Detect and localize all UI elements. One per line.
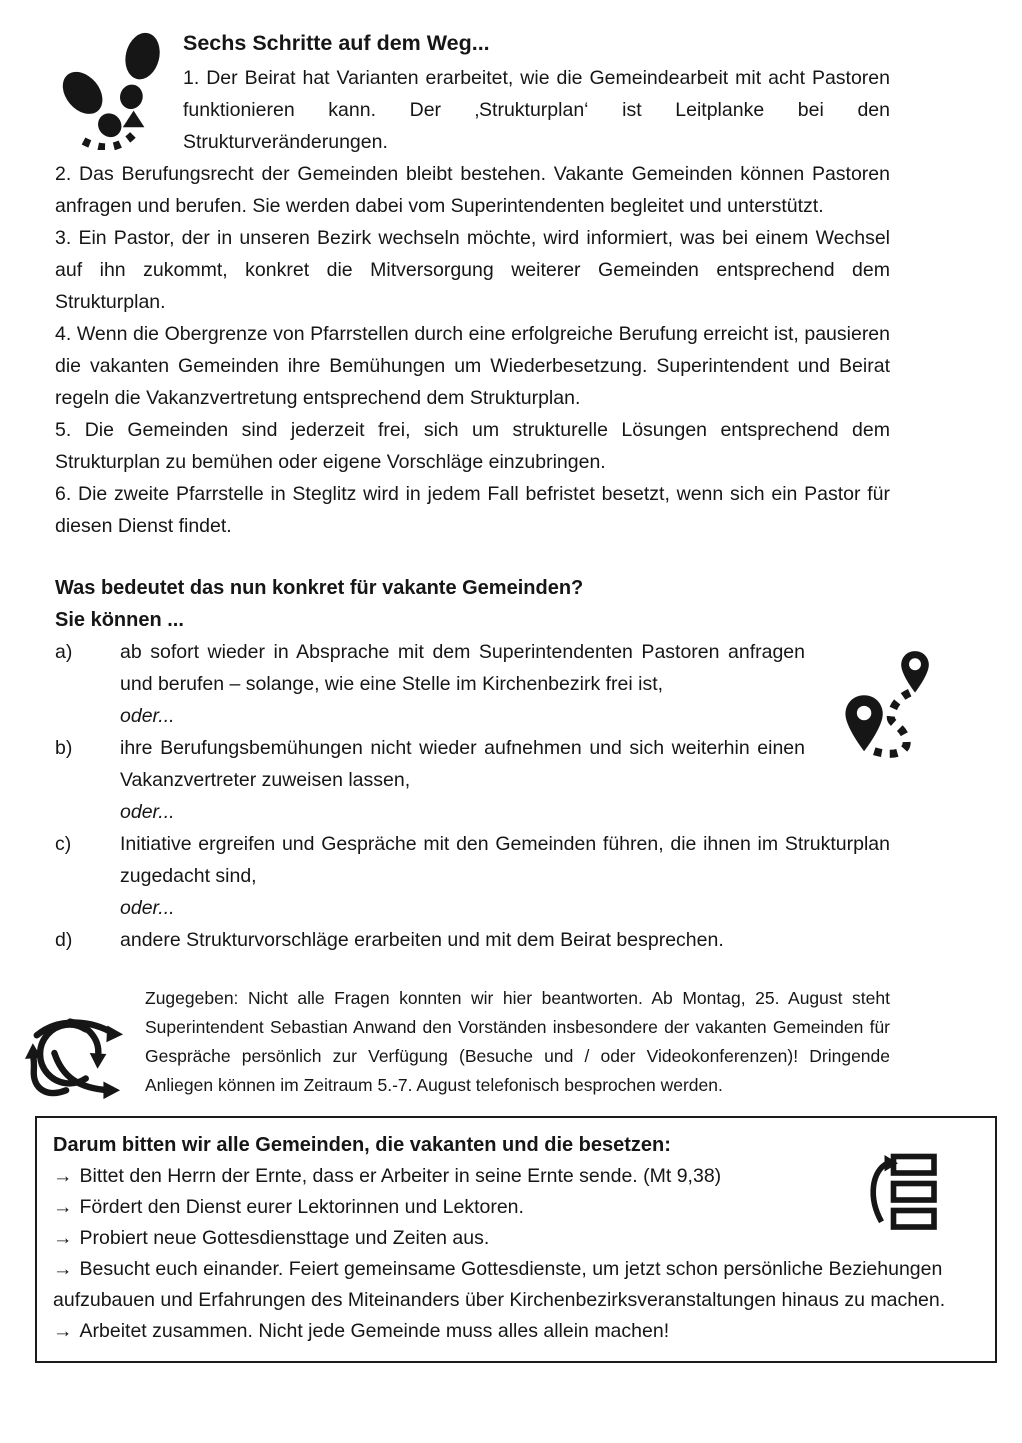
request-item-3 <box>53 1223 975 1254</box>
option-c-label: c) <box>55 833 72 855</box>
option-a-label: a) <box>55 641 73 663</box>
arrow-bullet-icon: → <box>53 1258 73 1280</box>
option-b-text: ihre Berufungsbemühungen nicht wieder aufnehmen und sich weiterhin einen Vakanzvertreter zuweisen lassen, <box>120 737 805 791</box>
page-title: Sechs Schritte auf dem Weg... <box>183 31 490 55</box>
options-heading: Was bedeutet das nun konkret für vakante Gemeinden? <box>55 577 584 599</box>
tangled-arrows-icon <box>20 1002 128 1104</box>
option-c-oder: oder... <box>120 897 175 919</box>
step-1: 1. Der Beirat hat Varianten erarbeitet, wie die Gemeindearbeit mit acht Pastoren funktionieren kann. Der ‚Strukturplan‘ ist Leitplanke bei den Strukturveränderungen. <box>183 67 890 153</box>
request-box-heading: Darum bitten wir alle Gemeinden, die vakanten und die besetzen: <box>53 1134 671 1156</box>
arrow-bullet-icon: → <box>53 1165 73 1187</box>
option-a-oder: oder... <box>120 705 175 727</box>
request-box <box>35 1116 997 1363</box>
option-b <box>55 732 890 828</box>
option-c-text: Initiative ergreifen und Gespräche mit den Gemeinden führen, die ihnen im Strukturplan zugedacht sind, <box>120 833 890 887</box>
options-subheading: Sie können ... <box>55 609 184 631</box>
request-item-4-text: Besucht euch einander. Feiert gemeinsame Gottesdienste, um jetzt schon persönliche Beziehungen aufzubauen und Erfahrungen des Miteinanders über Kirchenbezirksveranstaltungen hinaus zu machen. <box>53 1258 946 1311</box>
request-item-4 <box>53 1254 975 1316</box>
option-c <box>55 828 890 924</box>
option-a-text: ab sofort wieder in Absprache mit dem Superintendenten Pastoren anfragen und berufen – solange, wie eine Stelle im Kirchenbezirk frei ist, <box>120 641 805 695</box>
step-4: 4. Wenn die Obergrenze von Pfarrstellen durch eine erfolgreiche Berufung erreicht ist, pausieren die vakanten Gemeinden ihre Bemühungen um Wiederbesetzung. Superintendent und Beirat regeln die Vakanzvertretung entsprechend dem Strukturplan. <box>55 323 890 409</box>
arrow-bullet-icon: → <box>53 1320 73 1342</box>
intro-header <box>183 28 890 158</box>
note-paragraph: Zugegeben: Nicht alle Fragen konnten wir hier beantworten. Ab Montag, 25. August steht Superintendent Sebastian Anwand den Vorständen insbesondere der vakanten Gemeinden für Gespräche persönlich zur Verfügung (Besuche und / oder Videokonferenzen)! Dringende Anliegen können im Zeitraum 5.-7. August telefonisch besprochen werden. <box>145 988 890 1095</box>
option-b-label: b) <box>55 737 73 759</box>
step-2: 2. Das Berufungsrecht der Gemeinden bleibt bestehen. Vakante Gemeinden können Pastoren anfragen und berufen. Sie werden dabei vom Superintendenten begleitet und unterstützt. <box>55 163 890 217</box>
option-d-label: d) <box>55 929 73 951</box>
arrow-bullet-icon: → <box>53 1227 73 1249</box>
request-item-2 <box>53 1192 975 1223</box>
route-map-pins-icon <box>832 646 942 758</box>
option-d-text: andere Strukturvorschläge erarbeiten und mit dem Beirat besprechen. <box>120 929 724 951</box>
request-item-1-text: Bittet den Herrn der Ernte, dass er Arbeiter in seine Ernte sende. (Mt 9,38) <box>79 1165 722 1187</box>
arrow-bullet-icon: → <box>53 1196 73 1218</box>
step-5: 5. Die Gemeinden sind jederzeit frei, sich um strukturelle Lösungen entsprechend dem Strukturplan zu bemühen oder eigene Vorschläge einzubringen. <box>55 419 890 473</box>
reorder-list-icon <box>865 1152 937 1236</box>
option-d <box>55 924 890 956</box>
step-3: 3. Ein Pastor, der in unseren Bezirk wechseln möchte, wird informiert, was bei einem Wechsel auf ihn zukommt, konkret die Mitversorgung weiterer Gemeinden entsprechend dem Strukturplan. <box>55 227 890 313</box>
request-item-1 <box>53 1161 975 1192</box>
footprints-icon <box>58 26 166 150</box>
request-item-2-text: Fördert den Dienst eurer Lektorinnen und Lektoren. <box>79 1196 524 1218</box>
request-item-3-text: Probiert neue Gottesdiensttage und Zeiten aus. <box>79 1227 490 1249</box>
request-item-5 <box>53 1316 975 1347</box>
option-b-oder: oder... <box>120 801 175 823</box>
option-a <box>55 636 890 732</box>
request-item-5-text: Arbeitet zusammen. Nicht jede Gemeinde muss alles allein machen! <box>79 1320 670 1342</box>
step-6: 6. Die zweite Pfarrstelle in Steglitz wird in jedem Fall befristet besetzt, wenn sich ein Pastor für diesen Dienst findet. <box>55 483 890 537</box>
